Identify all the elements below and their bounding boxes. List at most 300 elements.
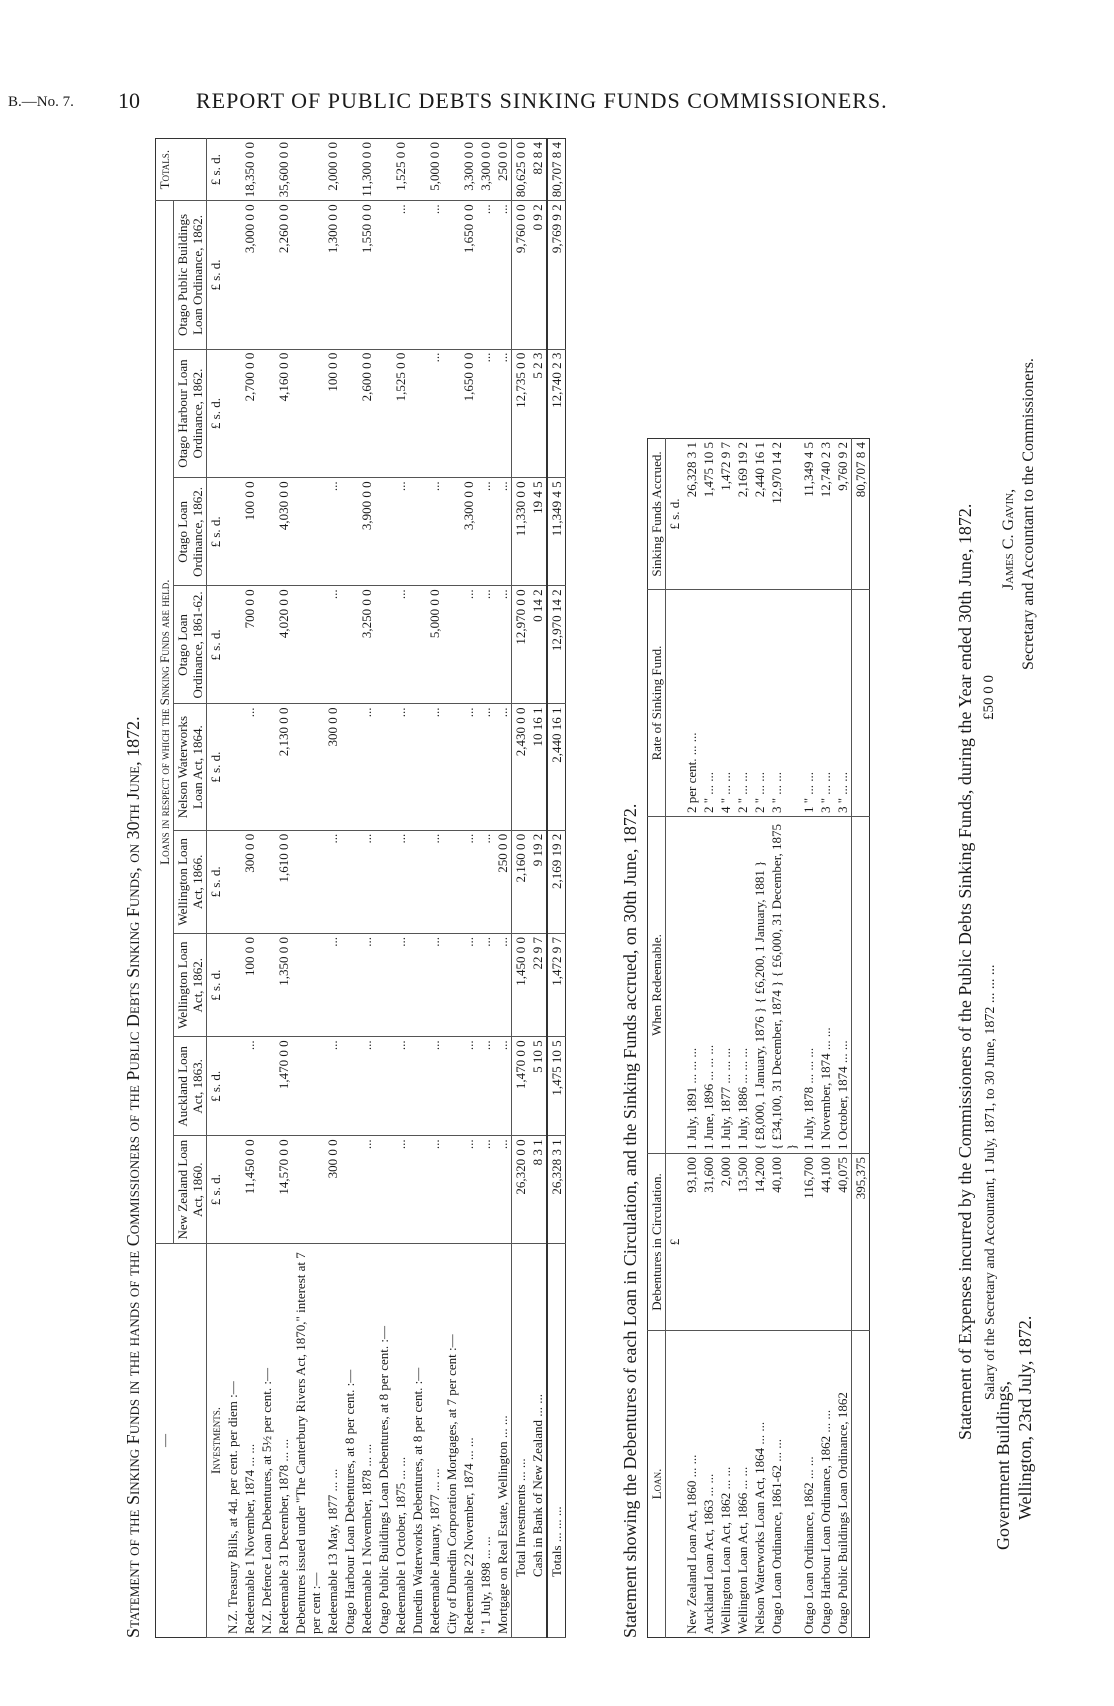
sinking-rate: 4 " ... ... — [717, 590, 734, 817]
debentures-value: 116,700 — [800, 1154, 817, 1331]
amount-cell — [292, 349, 324, 478]
amount-cell: ... — [392, 201, 409, 349]
statement-1-caption: Statement of the Sinking Funds in the hands of the Commissioners of the Public Debts Sinking Funds, on 30th June, 1872. — [123, 716, 143, 1638]
units-cell: £ s. d. — [207, 139, 225, 201]
col-otago-1861-62: Otago Loan Ordinance, 1861-62. — [174, 586, 207, 704]
page-number: 10 — [118, 88, 140, 113]
rotated-content — [115, 130, 1065, 1650]
units-cell: £ — [666, 1154, 684, 1331]
amount-cell: ... — [494, 934, 512, 1037]
amount-cell: ... — [460, 830, 477, 933]
amount-cell: 26,320 0 0 — [512, 1136, 530, 1244]
amount-cell — [409, 704, 426, 830]
amount-cell: ... — [426, 1136, 443, 1244]
amount-cell: 12,970 14 2 — [547, 586, 566, 704]
amount-cell — [258, 586, 275, 704]
amount-cell — [409, 1136, 426, 1244]
amount-cell — [224, 1037, 241, 1136]
units-cell: £ s. d. — [207, 478, 225, 586]
accrued-value: 12,970 14 2 — [768, 439, 800, 590]
amount-cell: 19 4 5 — [529, 478, 547, 586]
amount-cell: ... — [477, 1037, 494, 1136]
amount-cell: ... — [494, 201, 512, 349]
amount-cell — [258, 704, 275, 830]
debentures-value: 40,075 — [834, 1154, 852, 1331]
amount-cell: ... — [494, 704, 512, 830]
units-row — [207, 139, 225, 1638]
table-row — [409, 139, 426, 1638]
amount-cell: 3,900 0 0 — [358, 478, 375, 586]
amount-cell — [224, 934, 241, 1037]
row-label: Redeemable 1 October, 1875 ... ... — [392, 1244, 409, 1638]
row-label: Totals ... ... ... — [547, 1244, 566, 1638]
amount-cell — [409, 139, 426, 201]
amount-cell: 100 0 0 — [241, 934, 258, 1037]
row-label: Debentures issued under "The Canterbury Rivers Act, 1870," interest at 7 per cent :— — [292, 1244, 324, 1638]
amount-cell: 250 0 0 — [494, 139, 512, 201]
amount-cell — [375, 349, 392, 478]
amount-cell: 300 0 0 — [324, 1136, 341, 1244]
col-otago-1862: Otago Loan Ordinance, 1862. — [174, 478, 207, 586]
redeemable-date: 1 June, 1896 ... ... ... — [700, 817, 717, 1154]
amount-cell — [375, 830, 392, 933]
amount-cell — [224, 478, 241, 586]
amount-cell: ... — [494, 1136, 512, 1244]
row-label: N.Z. Defence Loan Debentures, at 5½ per cent. :— — [258, 1244, 275, 1638]
amount-cell — [292, 1037, 324, 1136]
loan-name: Otago Loan Ordinance, 1861-62 ... ... — [769, 1439, 784, 1634]
debentures-value: 31,600 — [700, 1154, 717, 1331]
amount-cell: 18,350 0 0 — [241, 139, 258, 201]
amount-cell: 3,000 0 0 — [241, 201, 258, 349]
amount-cell: ... — [392, 934, 409, 1037]
amount-cell — [224, 1136, 241, 1244]
amount-cell: 12,970 0 0 — [512, 586, 530, 704]
amount-cell: 1,350 0 0 — [275, 934, 292, 1037]
amount-cell — [409, 478, 426, 586]
amount-cell — [341, 586, 358, 704]
amount-cell: ... — [241, 704, 258, 830]
debentures-value: 14,200 — [751, 1154, 768, 1331]
table-row — [683, 439, 700, 1638]
accrued-value: 1,475 10 5 — [700, 439, 717, 590]
amount-cell: 1,470 0 0 — [275, 1037, 292, 1136]
row-label: Redeemable 1 November, 1874 ... ... — [241, 1244, 258, 1638]
amount-cell: 2,130 0 0 — [275, 704, 292, 830]
sinking-rate: 3 " ... ... — [817, 590, 834, 817]
table-row — [341, 139, 358, 1638]
amount-cell: 4,160 0 0 — [275, 349, 292, 478]
amount-cell — [292, 139, 324, 201]
blank-cell — [852, 590, 870, 817]
amount-cell: ... — [241, 1037, 258, 1136]
amount-cell — [224, 586, 241, 704]
col-when-redeemable: When Redeemable. — [648, 817, 666, 1154]
amount-cell: 11,349 4 5 — [547, 478, 566, 586]
amount-cell: 3,250 0 0 — [358, 586, 375, 704]
amount-cell: 3,300 0 0 — [460, 478, 477, 586]
accrued-total: 80,707 8 4 — [852, 439, 870, 590]
amount-cell: 1,300 0 0 — [324, 201, 341, 349]
table-row — [443, 139, 460, 1638]
amount-cell — [409, 201, 426, 349]
amount-cell: 2,440 16 1 — [547, 704, 566, 830]
amount-cell: 80,707 8 4 — [547, 139, 566, 201]
amount-cell — [258, 139, 275, 201]
amount-cell: 10 16 1 — [529, 704, 547, 830]
debentures-value: 2,000 — [717, 1154, 734, 1331]
row-label: Otago Public Buildings Loan Debentures, at 8 per cent. :— — [375, 1244, 392, 1638]
amount-cell — [292, 478, 324, 586]
table-row — [358, 139, 375, 1638]
amount-cell: 700 0 0 — [241, 586, 258, 704]
document-ref: B.—No. 7. — [8, 94, 74, 110]
amount-cell — [443, 349, 460, 478]
amount-cell: 11,300 0 0 — [358, 139, 375, 201]
amount-cell: 100 0 0 — [241, 478, 258, 586]
amount-cell — [375, 201, 392, 349]
amount-cell — [409, 586, 426, 704]
page-header — [8, 88, 1106, 128]
loan-name: Wellington Loan Act, 1862 ... ... — [718, 1466, 733, 1634]
amount-cell: 1,475 10 5 — [547, 1037, 566, 1136]
amount-cell — [292, 1136, 324, 1244]
amount-cell — [224, 349, 241, 478]
totals-header: Totals. — [156, 139, 207, 201]
amount-cell — [224, 139, 241, 201]
amount-cell — [258, 349, 275, 478]
amount-cell — [292, 586, 324, 704]
debentures-value: 40,100 — [768, 1154, 800, 1331]
amount-cell: 0 14 2 — [529, 586, 547, 704]
amount-cell — [375, 139, 392, 201]
row-label: Redeemable 31 December, 1878 ... ... — [275, 1244, 292, 1638]
amount-cell: ... — [460, 1037, 477, 1136]
amount-cell: 3,300 0 0 — [477, 139, 494, 201]
table-row — [800, 439, 817, 1638]
expense-line: Salary of the Secretary and Accountant, 1 July, 1871, to 30 June, 1872 ... ... ... — [983, 964, 998, 1400]
amount-cell: 300 0 0 — [241, 830, 258, 933]
cash-row — [529, 139, 547, 1638]
amount-cell: 1,472 9 7 — [547, 934, 566, 1037]
amount-cell: ... — [477, 478, 494, 586]
sinking-rate: 2 " ... ... — [700, 590, 717, 817]
amount-cell — [409, 934, 426, 1037]
sinking-rate: 2 " ... ... — [734, 590, 751, 817]
amount-cell — [292, 201, 324, 349]
amount-cell: 12,735 0 0 — [512, 349, 530, 478]
amount-cell: ... — [477, 830, 494, 933]
amount-cell: ... — [426, 478, 443, 586]
table-row — [460, 139, 477, 1638]
amount-cell — [258, 478, 275, 586]
units-cell: £ s. d. — [207, 704, 225, 830]
redeemable-date: { £34,100, 31 December, 1874 } { £6,000, 31 December, 1875 } — [768, 817, 800, 1154]
totals-row — [547, 139, 566, 1638]
amount-cell: 100 0 0 — [324, 349, 341, 478]
accrued-value: 9,760 9 2 — [834, 439, 852, 590]
amount-cell — [292, 934, 324, 1037]
table-row — [241, 139, 258, 1638]
col-debentures: Debentures in Circulation. — [648, 1154, 666, 1331]
amount-cell: 1,450 0 0 — [512, 934, 530, 1037]
sinking-funds-table — [155, 138, 566, 1638]
col-nelson-1864: Nelson Waterworks Loan Act, 1864. — [174, 704, 207, 830]
amount-cell: 9,760 0 0 — [512, 201, 530, 349]
amount-cell: ... — [426, 1037, 443, 1136]
amount-cell — [258, 830, 275, 933]
amount-cell — [258, 201, 275, 349]
amount-cell: ... — [426, 934, 443, 1037]
units-cell: £ s. d. — [207, 349, 225, 478]
amount-cell: 1,525 0 0 — [392, 139, 409, 201]
table-row — [292, 139, 324, 1638]
amount-cell: ... — [494, 586, 512, 704]
col-rate: Rate of Sinking Fund. — [648, 590, 666, 817]
units-cell: £ s. d. — [207, 934, 225, 1037]
sinking-rate: 2 " ... ... — [751, 590, 768, 817]
amount-cell — [375, 704, 392, 830]
amount-cell — [443, 1136, 460, 1244]
debentures-value: 13,500 — [734, 1154, 751, 1331]
loan-name: Nelson Waterworks Loan Act, 1864 ... ... — [752, 1421, 767, 1634]
row-label: Otago Harbour Loan Debentures, at 8 per cent. :— — [341, 1244, 358, 1638]
place-line-2: Wellington, 23rd July, 1872. — [1015, 1315, 1035, 1520]
row-label: Redeemable 13 May, 1877 ... ... — [324, 1244, 341, 1638]
col-wellington-1866: Wellington Loan Act, 1866. — [174, 830, 207, 933]
sinking-funds-body — [207, 139, 566, 1638]
amount-cell — [443, 586, 460, 704]
amount-cell — [443, 830, 460, 933]
amount-cell: 14,570 0 0 — [275, 1136, 292, 1244]
amount-cell — [224, 704, 241, 830]
row-label: Dunedin Waterworks Debentures, at 8 per cent. :— — [409, 1244, 426, 1638]
debentures-table — [647, 438, 870, 1638]
row-label: Mortgage on Real Estate, Wellington ... ... — [494, 1244, 512, 1638]
amount-cell: ... — [477, 1136, 494, 1244]
amount-cell — [341, 139, 358, 201]
loan-name: Wellington Loan Act, 1866 ... ... — [735, 1466, 750, 1634]
signatory-role: Secretary and Accountant to the Commissioners. — [1020, 358, 1037, 670]
amount-cell — [258, 1136, 275, 1244]
amount-cell: 2,169 19 2 — [547, 830, 566, 933]
amount-cell: 12,740 2 3 — [547, 349, 566, 478]
amount-cell — [375, 934, 392, 1037]
col-wellington-1862: Wellington Loan Act, 1862. — [174, 934, 207, 1037]
total-investments-row — [512, 139, 530, 1638]
amount-cell: 80,625 0 0 — [512, 139, 530, 201]
sinking-rate: 3 " ... ... — [768, 590, 800, 817]
loan-name: Otago Loan Ordinance, 1862 ... ... — [801, 1456, 816, 1634]
table-row — [426, 139, 443, 1638]
units-cell: £ s. d. — [207, 201, 225, 349]
redeemable-date: 1 October, 1874 ... ... — [834, 817, 852, 1154]
redeemable-date: { £8,000, 1 January, 1876 } { £6,200, 1 January, 1881 } — [751, 817, 768, 1154]
col-otago-harbour-1862: Otago Harbour Loan Ordinance, 1862. — [174, 349, 207, 478]
amount-cell — [341, 1037, 358, 1136]
amount-cell — [341, 704, 358, 830]
amount-cell: ... — [477, 586, 494, 704]
amount-cell: ... — [358, 704, 375, 830]
accrued-value: 2,440 16 1 — [751, 439, 768, 590]
amount-cell: ... — [324, 478, 341, 586]
amount-cell: 1,525 0 0 — [392, 349, 409, 478]
amount-cell: 1,650 0 0 — [460, 349, 477, 478]
redeemable-date: 1 November, 1874 ... ... — [817, 817, 834, 1154]
redeemable-date: 1 July, 1878 ... ... ... — [800, 817, 817, 1154]
table-row — [768, 439, 800, 1638]
amount-cell — [341, 478, 358, 586]
col-loan: Loan. — [648, 1331, 666, 1638]
amount-cell: ... — [426, 349, 443, 478]
blank-header: — — [156, 1244, 207, 1638]
accrued-value: 12,740 2 3 — [817, 439, 834, 590]
sinking-rate: 1 " ... ... — [800, 590, 817, 817]
units-cell: £ s. d. — [666, 439, 684, 590]
amount-cell — [224, 830, 241, 933]
amount-cell — [258, 934, 275, 1037]
table-row — [375, 139, 392, 1638]
blank-cell — [666, 590, 684, 817]
amount-cell: ... — [392, 586, 409, 704]
statement-2-caption: Statement showing the Debentures of each Loan in Circulation, and the Sinking Funds accrued, on 30th June, 1872. — [620, 803, 640, 1638]
row-label: Redeemable January, 1877 ... ... — [426, 1244, 443, 1638]
redeemable-date: 1 July, 1891 ... ... ... — [683, 817, 700, 1154]
amount-cell: 8 3 1 — [529, 1136, 547, 1244]
row-label: Total Investments ... ... — [512, 1244, 530, 1638]
amount-cell: 2,000 0 0 — [324, 139, 341, 201]
redeemable-date: 1 July, 1886 ... ... ... — [734, 817, 751, 1154]
col-auckland-1863: Auckland Loan Act, 1863. — [174, 1037, 207, 1136]
row-label: Redeemable 1 November, 1878 ... ... — [358, 1244, 375, 1638]
table-row — [258, 139, 275, 1638]
signatory-name: James C. Gavin, — [1000, 488, 1017, 590]
table-row — [275, 139, 292, 1638]
expense-amount: £50 0 0 — [981, 675, 997, 720]
table-row — [494, 139, 512, 1638]
amount-cell: 3,300 0 0 — [460, 139, 477, 201]
debentures-value: 44,100 — [817, 1154, 834, 1331]
amount-cell: 1,610 0 0 — [275, 830, 292, 933]
amount-cell: ... — [324, 830, 341, 933]
accrued-value: 11,349 4 5 — [800, 439, 817, 590]
amount-cell — [375, 586, 392, 704]
col-accrued: Sinking Funds Accrued. — [648, 439, 666, 590]
amount-cell: ... — [494, 349, 512, 478]
table-row — [224, 139, 241, 1638]
sinking-rate: 2 per cent. ... ... — [683, 590, 700, 817]
amount-cell: ... — [460, 934, 477, 1037]
amount-cell: ... — [426, 704, 443, 830]
amount-cell — [443, 704, 460, 830]
units-cell: £ s. d. — [207, 1037, 225, 1136]
amount-cell: 82 8 4 — [529, 139, 547, 201]
amount-cell: 300 0 0 — [324, 704, 341, 830]
amount-cell: 2,430 0 0 — [512, 704, 530, 830]
amount-cell: 35,600 0 0 — [275, 139, 292, 201]
place-line-1: Government Buildings, — [993, 1381, 1013, 1550]
amount-cell: ... — [460, 1136, 477, 1244]
amount-cell — [375, 478, 392, 586]
accrued-value: 2,169 19 2 — [734, 439, 751, 590]
blank-cell — [852, 1331, 870, 1638]
amount-cell: 4,030 0 0 — [275, 478, 292, 586]
amount-cell — [341, 934, 358, 1037]
amount-cell: ... — [426, 830, 443, 933]
amount-cell: 2,160 0 0 — [512, 830, 530, 933]
amount-cell: ... — [324, 934, 341, 1037]
amount-cell — [409, 349, 426, 478]
col-nz-1860: New Zealand Loan Act, 1860. — [174, 1136, 207, 1244]
amount-cell — [224, 201, 241, 349]
amount-cell: ... — [426, 201, 443, 349]
debentures-total: 395,375 — [852, 1154, 870, 1331]
amount-cell: 4,020 0 0 — [275, 586, 292, 704]
units-cell: £ s. d. — [207, 586, 225, 704]
amount-cell — [443, 934, 460, 1037]
amount-cell — [443, 139, 460, 201]
row-label: N.Z. Treasury Bills, at 4d. per cent. per diem :— — [224, 1244, 241, 1638]
loan-name: New Zealand Loan Act, 1860 ... ... — [684, 1454, 699, 1634]
amount-cell: ... — [477, 934, 494, 1037]
blank-cell — [666, 817, 684, 1154]
amount-cell — [443, 478, 460, 586]
amount-cell: 5,000 0 0 — [426, 586, 443, 704]
amount-cell: ... — [358, 1037, 375, 1136]
amount-cell: ... — [392, 1037, 409, 1136]
amount-cell: ... — [392, 830, 409, 933]
amount-cell — [341, 201, 358, 349]
units-row — [666, 439, 684, 1638]
amount-cell: 26,328 3 1 — [547, 1136, 566, 1244]
table-row — [700, 439, 717, 1638]
amount-cell: 11,330 0 0 — [512, 478, 530, 586]
amount-cell: ... — [460, 704, 477, 830]
amount-cell — [341, 830, 358, 933]
amount-cell: 250 0 0 — [494, 830, 512, 933]
amount-cell — [375, 1037, 392, 1136]
amount-cell: ... — [477, 704, 494, 830]
table-row — [817, 439, 834, 1638]
amount-cell: 22 9 7 — [529, 934, 547, 1037]
accrued-value: 26,328 3 1 — [683, 439, 700, 590]
amount-cell: 1,470 0 0 — [512, 1037, 530, 1136]
amount-cell: ... — [358, 934, 375, 1037]
table-row — [477, 139, 494, 1638]
amount-cell: 9 19 2 — [529, 830, 547, 933]
accrued-value: 1,472 9 7 — [717, 439, 734, 590]
amount-cell: ... — [324, 1037, 341, 1136]
amount-cell: 5 2 3 — [529, 349, 547, 478]
blank-cell — [666, 1331, 684, 1638]
row-label: Redeemable 22 November, 1874 ... ... — [460, 1244, 477, 1638]
amount-cell: ... — [324, 586, 341, 704]
amount-cell: 2,260 0 0 — [275, 201, 292, 349]
report-title: REPORT OF PUBLIC DEBTS SINKING FUNDS COMMISSIONERS. — [196, 88, 888, 113]
units-cell: £ s. d. — [207, 1136, 225, 1244]
table-row — [734, 439, 751, 1638]
loan-name: Otago Harbour Loan Ordinance, 1862 ... ... — [818, 1409, 833, 1634]
amount-cell: ... — [358, 1136, 375, 1244]
amount-cell: 5,000 0 0 — [426, 139, 443, 201]
sinking-rate: 3 " ... ... — [834, 590, 852, 817]
investments-heading: Investments. — [207, 1244, 225, 1638]
amount-cell — [292, 830, 324, 933]
debentures-value: 93,100 — [683, 1154, 700, 1331]
redeemable-date: 1 July, 1877 ... ... ... — [717, 817, 734, 1154]
amount-cell: 0 9 2 — [529, 201, 547, 349]
row-label: Cash in Bank of New Zealand ... ... — [529, 1244, 547, 1638]
